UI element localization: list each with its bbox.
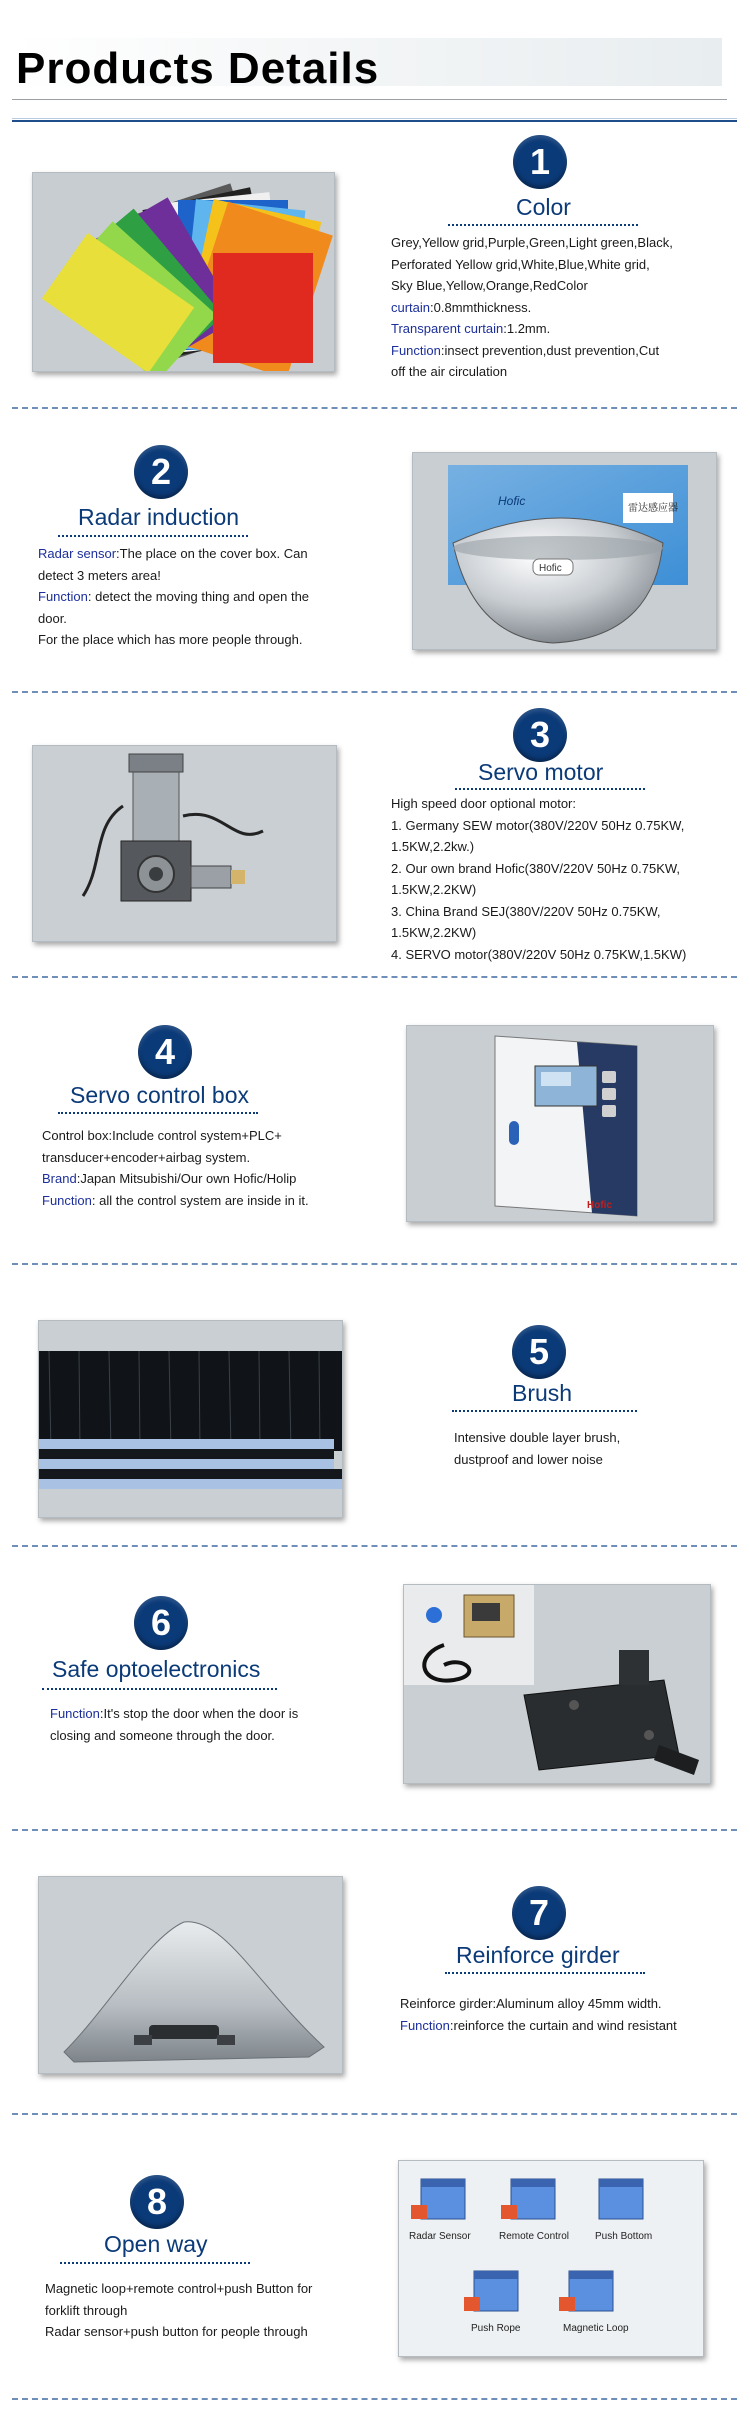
section-1-description bbox=[391, 232, 673, 383]
section-separator bbox=[12, 1829, 737, 1831]
section-5-title-underline bbox=[452, 1410, 637, 1412]
description-text: 1.5KW,2.2KW) bbox=[391, 882, 477, 897]
color-swatches-photo bbox=[32, 172, 335, 372]
description-line bbox=[391, 922, 686, 944]
servo-motor-photo bbox=[32, 745, 337, 942]
description-line bbox=[400, 1993, 677, 2015]
keyword-label: Transparent curtain bbox=[391, 321, 504, 336]
photoelectric-sensor-photo bbox=[403, 1584, 711, 1784]
description-line bbox=[391, 340, 673, 362]
open-way-label-radar-sensor: Radar Sensor bbox=[409, 2231, 471, 2242]
section-separator bbox=[12, 2113, 737, 2115]
section-8-number-badge: 8 bbox=[130, 2175, 184, 2229]
keyword-label: Function bbox=[391, 342, 441, 358]
section-separator bbox=[12, 2398, 737, 2400]
description-text: :The place on the cover box. Can bbox=[116, 546, 308, 561]
description-line bbox=[38, 565, 309, 587]
description-text: Grey,Yellow grid,Purple,Green,Light green,Black, bbox=[391, 235, 673, 250]
section-2-number-badge: 2 bbox=[134, 445, 188, 499]
section-separator bbox=[12, 976, 737, 978]
description-line bbox=[38, 608, 309, 630]
description-line bbox=[42, 1147, 309, 1169]
section-8-description bbox=[45, 2278, 312, 2343]
section-separator bbox=[12, 1263, 737, 1265]
open-way-label-push-bottom: Push Bottom bbox=[595, 2231, 653, 2242]
description-line bbox=[50, 1703, 298, 1725]
description-line bbox=[391, 275, 673, 297]
section-2-description bbox=[38, 543, 309, 651]
description-line bbox=[45, 2321, 312, 2343]
section-5-description bbox=[454, 1427, 620, 1470]
keyword-label: Function bbox=[50, 1706, 100, 1721]
description-text: 2. Our own brand Hofic(380V/220V 50Hz 0.75KW, bbox=[391, 860, 681, 876]
section-1-number-badge: 1 bbox=[513, 135, 567, 189]
description-text: Perforated Yellow grid,White,Blue,White grid, bbox=[391, 256, 650, 272]
aluminum-girder-photo bbox=[38, 1876, 343, 2074]
radar-box-brand: Hofic bbox=[498, 494, 526, 508]
description-text: closing and someone through the door. bbox=[50, 1727, 275, 1743]
section-5-title: Brush bbox=[512, 1380, 573, 1406]
description-text: 1.5KW,2.2KW) bbox=[391, 925, 477, 940]
section-6-title-underline bbox=[42, 1688, 277, 1690]
description-line bbox=[45, 2300, 312, 2322]
section-1-title: Color bbox=[516, 194, 571, 220]
description-text: 1.5KW,2.2kw.) bbox=[391, 839, 475, 854]
description-text: door. bbox=[38, 610, 67, 626]
section-2-title-underline bbox=[58, 535, 248, 537]
description-line bbox=[391, 793, 686, 815]
section-7-number-badge: 7 bbox=[512, 1886, 566, 1940]
section-7-description bbox=[400, 1993, 677, 2036]
description-line bbox=[38, 586, 309, 608]
description-text: 3. China Brand SEJ(380V/220V 50Hz 0.75KW, bbox=[391, 903, 661, 919]
description-line bbox=[391, 879, 686, 901]
page-title: Products Details bbox=[16, 44, 380, 93]
title-rule bbox=[12, 99, 727, 100]
section-6-number-badge: 6 bbox=[134, 1596, 188, 1650]
description-line bbox=[391, 318, 673, 340]
section-3-title: Servo motor bbox=[478, 759, 604, 785]
open-way-label-remote-control: Remote Control bbox=[499, 2231, 570, 2242]
description-text: Magnetic loop+remote control+push Button for bbox=[45, 2281, 313, 2296]
description-line bbox=[391, 944, 686, 966]
section-2-title: Radar induction bbox=[78, 504, 240, 530]
keyword-label: Radar sensor bbox=[38, 546, 117, 561]
description-text: :It's stop the door when the door is bbox=[99, 1706, 299, 1721]
keyword-label: Function bbox=[400, 2017, 450, 2033]
description-text: off the air circulation bbox=[391, 364, 508, 379]
keyword-label: Brand bbox=[42, 1171, 77, 1186]
description-line bbox=[391, 232, 673, 254]
description-text: For the place which has more people through. bbox=[38, 632, 303, 647]
section-4-title: Servo control box bbox=[70, 1082, 249, 1108]
description-text: Radar sensor+push button for people through bbox=[45, 2324, 308, 2339]
section-4-number-badge: 4 bbox=[138, 1025, 192, 1079]
description-text: :1.2mm. bbox=[503, 321, 551, 336]
description-line bbox=[391, 361, 673, 383]
description-text: Sky Blue,Yellow,Orange,RedColor bbox=[391, 278, 588, 293]
description-text: :reinforce the curtain and wind resistant bbox=[449, 2017, 677, 2033]
description-text: :insect prevention,dust prevention,Cut bbox=[440, 342, 660, 358]
description-text: detect 3 meters area! bbox=[38, 567, 161, 583]
open-way-diagram bbox=[398, 2160, 704, 2357]
page-header bbox=[0, 0, 750, 125]
keyword-label: Function bbox=[38, 589, 88, 604]
description-text: Reinforce girder:Aluminum alloy 45mm width. bbox=[400, 1996, 662, 2011]
section-separator bbox=[12, 691, 737, 693]
radar-box-label: 雷达感应器 bbox=[628, 503, 678, 514]
description-line bbox=[42, 1190, 309, 1212]
section-6-title: Safe optoelectronics bbox=[52, 1656, 261, 1682]
section-separator bbox=[12, 1545, 737, 1547]
section-6-description bbox=[50, 1703, 298, 1746]
open-way-label-push-rope: Push Rope bbox=[471, 2323, 521, 2334]
description-line bbox=[42, 1125, 309, 1147]
section-5-number-badge: 5 bbox=[512, 1325, 566, 1379]
keyword-label: curtain bbox=[391, 299, 431, 315]
description-line bbox=[391, 254, 673, 276]
radar-sensor-photo bbox=[412, 452, 717, 650]
section-4-description bbox=[42, 1125, 309, 1211]
description-text: : detect the moving thing and open the bbox=[87, 589, 310, 604]
section-3-number-badge: 3 bbox=[513, 708, 567, 762]
description-line bbox=[391, 297, 673, 319]
description-text: Control box:Include control system+PLC+ bbox=[42, 1128, 282, 1143]
open-way-label-magnetic-loop: Magnetic Loop bbox=[563, 2323, 629, 2334]
description-line bbox=[391, 858, 686, 880]
description-line bbox=[38, 629, 309, 651]
description-text: transducer+encoder+airbag system. bbox=[42, 1149, 251, 1165]
section-7-title-underline bbox=[445, 1972, 645, 1974]
section-1-title-underline bbox=[448, 224, 638, 226]
header-rule bbox=[12, 120, 737, 122]
control-box-brand: Hofic bbox=[587, 1200, 612, 1211]
description-text: :0.8mmthickness. bbox=[430, 299, 532, 315]
description-line bbox=[400, 2015, 677, 2037]
keyword-label: Function bbox=[42, 1192, 92, 1208]
description-text: High speed door optional motor: bbox=[391, 796, 577, 811]
description-text: : all the control system are inside in it. bbox=[91, 1192, 309, 1208]
description-line bbox=[50, 1725, 298, 1747]
description-line bbox=[454, 1427, 620, 1449]
description-text: forklift through bbox=[45, 2302, 128, 2318]
description-line bbox=[391, 901, 686, 923]
description-text: 4. SERVO motor(380V/220V 50Hz 0.75KW,1.5KW) bbox=[391, 946, 687, 962]
section-4-title-underline bbox=[58, 1112, 258, 1114]
description-text: Intensive double layer brush, bbox=[454, 1430, 621, 1445]
description-text: 1. Germany SEW motor(380V/220V 50Hz 0.75KW, bbox=[391, 817, 685, 833]
description-text: dustproof and lower noise bbox=[454, 1451, 603, 1467]
description-line bbox=[391, 836, 686, 858]
description-text: :Japan Mitsubishi/Our own Hofic/Holip bbox=[76, 1171, 297, 1186]
description-line bbox=[454, 1449, 620, 1471]
description-line bbox=[42, 1168, 309, 1190]
section-8-title: Open way bbox=[104, 2231, 208, 2257]
description-line bbox=[45, 2278, 312, 2300]
description-line bbox=[38, 543, 309, 565]
section-3-description bbox=[391, 793, 686, 965]
radar-dome-brand: Hofic bbox=[539, 563, 562, 574]
section-3-title-underline bbox=[455, 788, 645, 790]
section-separator bbox=[12, 407, 737, 409]
description-line bbox=[391, 815, 686, 837]
section-8-title-underline bbox=[60, 2262, 250, 2264]
control-box-photo bbox=[406, 1025, 714, 1222]
brush-strips-photo bbox=[38, 1320, 343, 1518]
section-7-title: Reinforce girder bbox=[456, 1942, 620, 1968]
